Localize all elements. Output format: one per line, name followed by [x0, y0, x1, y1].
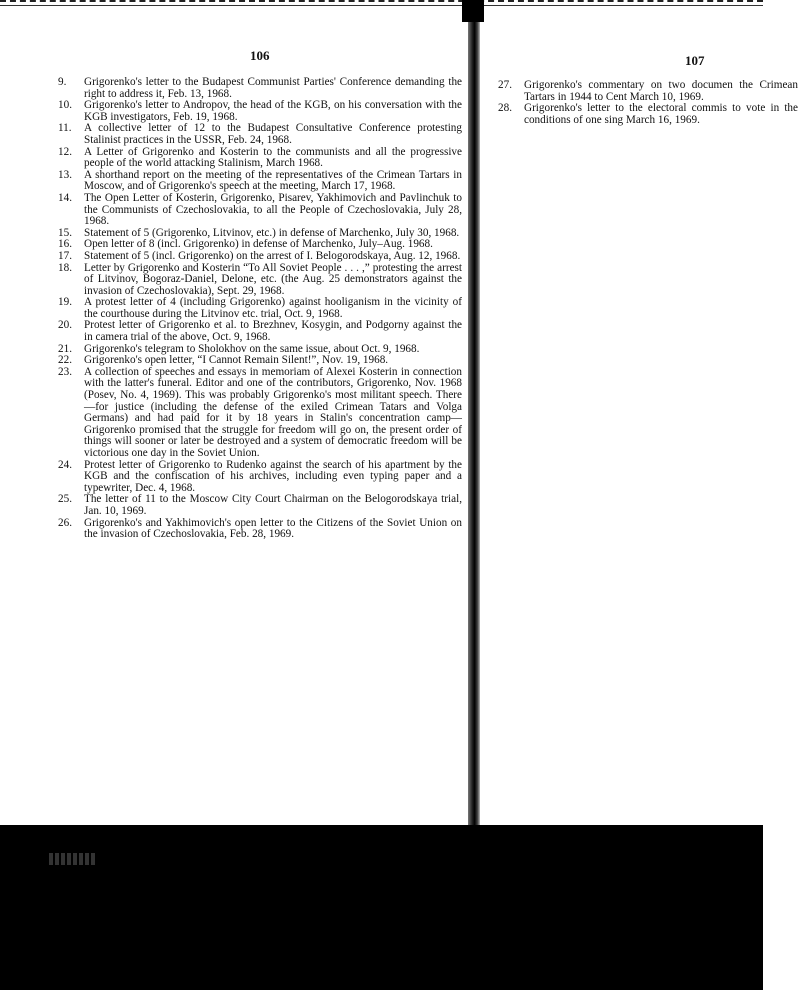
item-number: 23.: [58, 365, 72, 378]
list-item: [58, 170, 462, 193]
item-number: 12.: [58, 145, 72, 158]
item-number: 14.: [58, 191, 72, 204]
list-item: [58, 460, 462, 495]
item-text: A protest letter of 4 (including Grigorenko) against hooliganism in the vicinity of the courthouse during the Litvinov etc. trial, Oct. 9, 1968.: [84, 296, 462, 320]
item-number: 16.: [58, 238, 72, 251]
page-number-left: 106: [250, 48, 270, 63]
gutter-shadow: [462, 0, 484, 22]
right-page-list: [498, 80, 798, 126]
list-item: [58, 518, 462, 541]
item-text: A collection of speeches and essays in memoriam of Alexei Kosterin in connection with the latter's funeral. Editor and one of the contributors, Grigorenko, Nov. 1968 (Posev, No. 4, 1969). This was probably Grigorenko's most militant speech. There—for justice (including the defense of the exiled Crimean Tatars and Volga Germans) and had paid for it by 18 years in Stalin's concentration camp—Grigorenko promised that the struggle for freedom will go on, the present order of things will sooner or later be destroyed and a system of democratic freedom will be victorious one day in the Soviet Union.: [84, 365, 462, 459]
left-page-list: [58, 77, 462, 541]
item-text: Grigorenko's open letter, “I Cannot Remain Silent!”, Nov. 19, 1968.: [84, 354, 389, 367]
item-text: Grigorenko's letter to Andropov, the head of the KGB, on his conversation with the KGB investigators, Feb. 19, 1968.: [84, 99, 462, 123]
scan-top-border: [0, 0, 763, 7]
item-number: 21.: [58, 342, 72, 355]
item-text: Protest letter of Grigorenko to Rudenko against the search of his apartment by the KGB and the confiscation of his archives, including even typing paper and a typewriter, Dec. 4, 1968.: [84, 458, 462, 494]
item-number: 11.: [58, 122, 72, 135]
item-text: Protest letter of Grigorenko et al. to Brezhnev, Kosygin, and Podgorny against the in camera trial of the above, Oct. 9, 1968.: [84, 319, 462, 344]
right-page: [478, 8, 798, 825]
list-item: [58, 100, 462, 123]
item-number: 9.: [58, 76, 67, 88]
item-text: Grigorenko's letter to the electoral commis to vote in the conditions of one sing March 16, 1969.: [524, 102, 798, 126]
list-item: [58, 263, 462, 298]
item-text: A shorthand report on the meeting of the representatives of the Crimean Tartars in Moscow, and of Grigorenko's speech at the meeting, March 17, 1968.: [84, 168, 462, 193]
item-text: Statement of 5 (incl. Grigorenko) on the arrest of I. Belogorodskaya, Aug. 12, 1968.: [84, 249, 461, 262]
list-item: [58, 147, 462, 170]
item-number: 10.: [58, 99, 72, 112]
item-number: 26.: [58, 516, 72, 529]
list-item: [498, 103, 798, 126]
item-number: 27.: [498, 79, 512, 91]
item-text: A collective letter of 12 to the Budapest Consultative Conference protesting Stalinist practices in the USSR, Feb. 24, 1968.: [84, 122, 462, 146]
page-number-right: 107: [685, 53, 705, 68]
item-text: Grigorenko's and Yakhimovich's open letter to the Citizens of the Soviet Union on the invasion of Czechoslovakia, Feb. 28, 1969.: [84, 516, 462, 541]
list-item: [58, 494, 462, 517]
item-number: 15.: [58, 226, 72, 239]
item-number: 17.: [58, 249, 72, 262]
item-number: 24.: [58, 458, 72, 471]
list-item: [58, 193, 462, 228]
list-item: [58, 367, 462, 460]
item-text: Grigorenko's letter to the Budapest Communist Parties' Conference demanding the right to address it, Feb. 13, 1968.: [84, 76, 462, 100]
item-number: 18.: [58, 261, 72, 274]
list-item: [58, 320, 462, 343]
item-text: Letter by Grigorenko and Kosterin “To All Soviet People . . . ,” protesting the arrest of Litvinov, Bogoraz-Daniel, Delone, etc. (the Aug. 25 demonstrators against the invasion of Czechoslovakia), Sept. 29, 1968.: [84, 261, 462, 297]
list-item: [58, 77, 462, 100]
scan-artifact: [48, 852, 118, 880]
item-number: 25.: [58, 493, 72, 506]
item-text: Statement of 5 (Grigorenko, Litvinov, etc.) in defense of Marchenko, July 30, 1968.: [84, 226, 460, 239]
item-text: The letter of 11 to the Moscow City Court Chairman on the Belogorodskaya trial, Jan. 10, 1969.: [84, 493, 462, 517]
item-text: A Letter of Grigorenko and Kosterin to the communists and all the progressive people of the world attacking Stalinism, March 1968.: [84, 145, 462, 170]
left-page: [0, 8, 470, 825]
list-item: [58, 123, 462, 146]
item-number: 20.: [58, 319, 72, 332]
item-number: 22.: [58, 354, 72, 367]
list-item: [498, 80, 798, 103]
item-number: 19.: [58, 296, 72, 309]
item-number: 13.: [58, 168, 72, 181]
item-text: Grigorenko's commentary on two documen the Crimean Tartars in 1944 to Cent March 10, 1969.: [524, 79, 798, 103]
scan-bottom-margin: [0, 825, 763, 990]
item-number: 28.: [498, 102, 512, 115]
item-text: Open letter of 8 (incl. Grigorenko) in defense of Marchenko, July–Aug. 1968.: [84, 238, 433, 251]
item-text: Grigorenko's telegram to Sholokhov on the same issue, about Oct. 9, 1968.: [84, 342, 420, 355]
item-text: The Open Letter of Kosterin, Grigorenko, Pisarev, Yakhimovich and Pavlinchuk to the Communists of Czechoslovakia, to all the People of Czechoslovakia, July 28, 1968.: [84, 191, 462, 228]
list-item: [58, 297, 462, 320]
